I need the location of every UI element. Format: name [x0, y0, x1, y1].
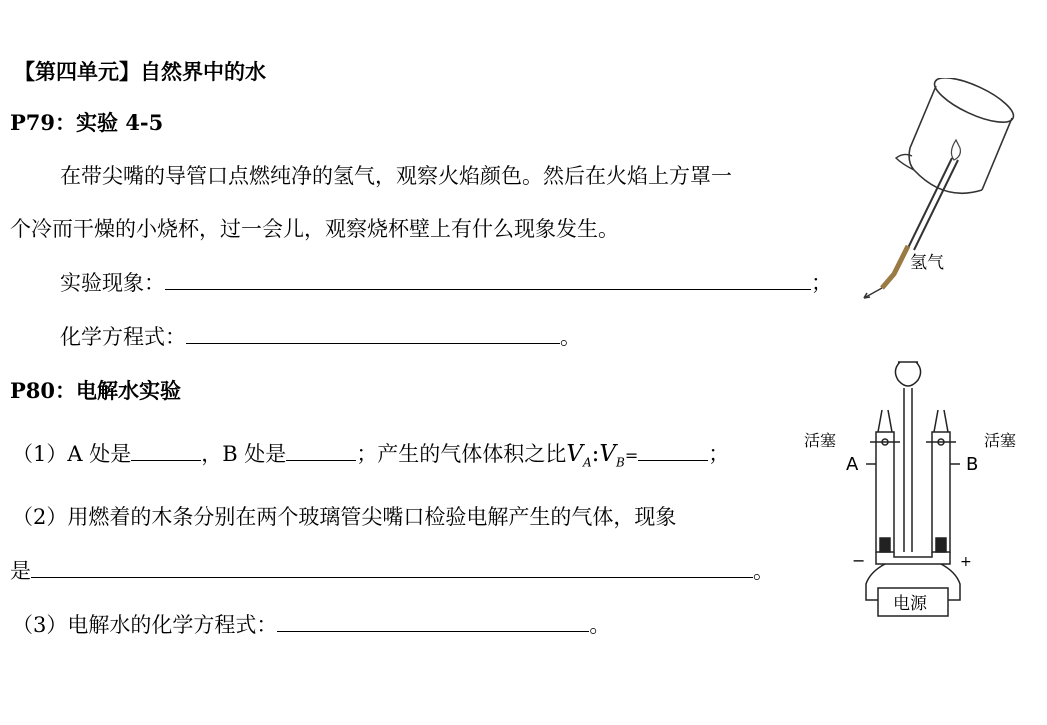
- phenomenon-end: ；: [811, 271, 832, 295]
- section2-heading: P80：电解水实验: [10, 378, 182, 403]
- label-b: B: [966, 454, 979, 475]
- ratio-equals: =: [624, 446, 639, 465]
- volume-ratio: [566, 441, 625, 470]
- q2-blank[interactable]: [31, 557, 753, 578]
- hydrogen-combustion-figure: [852, 78, 1032, 303]
- section1-paragraph-line2: 个冷而干燥的小烧杯，过一会儿，观察烧杯壁上有什么现象发生。: [10, 217, 619, 241]
- power-label: 电源: [893, 594, 927, 614]
- q1-row: [12, 440, 729, 477]
- phenomenon-blank[interactable]: [165, 269, 811, 290]
- q1-blank-ratio[interactable]: [638, 440, 708, 461]
- q1-blank-b[interactable]: [286, 440, 356, 461]
- ratio-sub2: B: [615, 455, 625, 470]
- electrolysis-figure: [800, 352, 1030, 624]
- q3-prefix: （3）电解水的化学方程式：: [12, 613, 278, 637]
- q1-end: ；: [708, 442, 730, 466]
- electrolysis-apparatus: [800, 352, 1030, 624]
- equation-row-1: [60, 323, 581, 351]
- q1-prefix: （1）A 处是: [12, 442, 132, 466]
- hydrogen-beaker-illustration: [852, 78, 1032, 303]
- q2-line2: [10, 557, 774, 585]
- stopcock-left-label: 活塞: [804, 431, 837, 450]
- equation-blank-1[interactable]: [186, 323, 560, 344]
- q2-prefix: 是: [10, 559, 31, 583]
- section1-paragraph-line1: 在带尖嘴的导管口点燃纯净的氢气，观察火焰颜色。然后在火焰上方罩一: [60, 164, 732, 188]
- q1-mid: ，B 处是: [201, 442, 287, 466]
- ratio-sub1: A: [582, 455, 592, 470]
- hydrogen-label: 氢气: [910, 253, 944, 273]
- section1-heading: P79：实验 4-5: [10, 110, 164, 135]
- phenomenon-row: [60, 269, 832, 297]
- ratio-v2: V: [599, 441, 616, 467]
- q2-line1: （2）用燃着的木条分别在两个玻璃管尖嘴口检验电解产生的气体，现象: [12, 505, 677, 529]
- minus-sign: −: [852, 551, 866, 570]
- q3-blank[interactable]: [277, 611, 589, 632]
- q2-end: 。: [753, 559, 774, 583]
- q1-text: ；产生的气体体积之比: [356, 442, 567, 466]
- label-a: A: [846, 454, 859, 475]
- q3-end: 。: [589, 613, 611, 637]
- plus-sign: +: [960, 554, 972, 570]
- stopcock-right-label: 活塞: [984, 431, 1017, 450]
- q3-row: [12, 611, 610, 639]
- unit-title: 【第四单元】自然界中的水: [14, 60, 266, 84]
- phenomenon-label: 实验现象：: [60, 271, 165, 295]
- equation-label: 化学方程式：: [60, 325, 186, 349]
- ratio-v1: V: [566, 441, 583, 467]
- equation-end: 。: [560, 325, 581, 349]
- ratio-colon: :: [591, 441, 600, 467]
- q1-blank-a[interactable]: [131, 440, 201, 461]
